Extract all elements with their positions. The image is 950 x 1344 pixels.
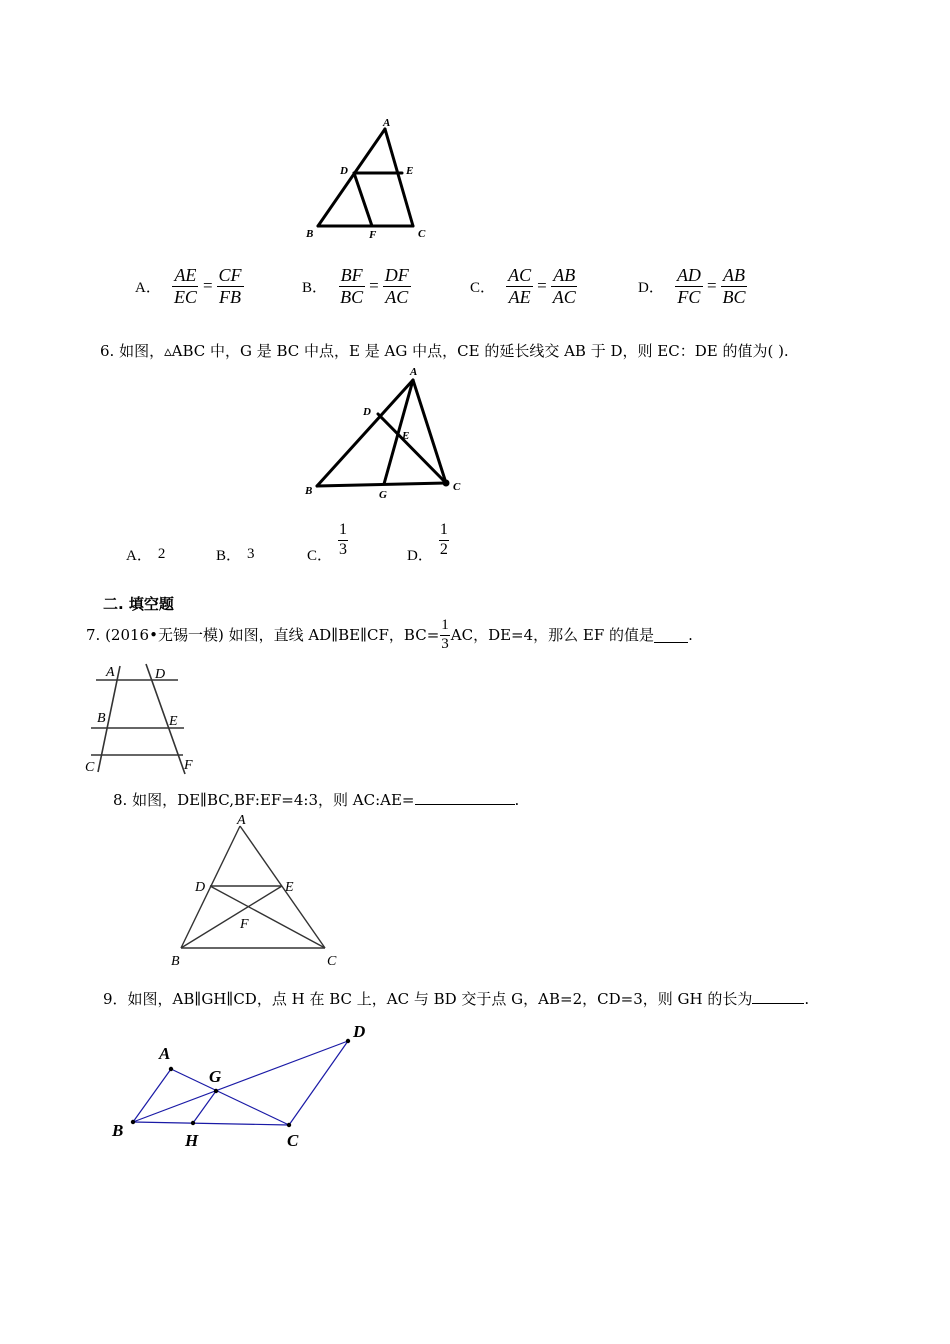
label-G: G [379,489,387,501]
option-letter: A． [135,279,161,296]
figure-q5-triangle [300,112,450,244]
q6-option-a[interactable]: A． 2 [126,546,166,564]
label-B: B [112,1121,124,1140]
q7-question-text: 7. (2016•无锡一模) 如图，直线 AD∥BE∥CF，BC= $\frac{1}{3}$ AC，DE=4，那么 EF 的值是 . [86,617,693,652]
figure-q7-parallel-lines [80,658,200,780]
q6-question-text: 6. 如图，▵ABC 中，G 是 BC 中点，E 是 AG 中点，CE 的延长线交 AB 于 D，则 EC：DE 的值为( ). [100,342,789,360]
label-A: A [106,665,115,680]
fraction-right: $\frac{AB}{BC}$ [722,265,746,307]
label-F: F [184,758,193,773]
figure-q6-triangle [300,362,470,502]
label-B: B [171,954,180,969]
fraction-left: $\frac{AC}{AE}$ [508,265,532,307]
q5-option-a[interactable]: A． $\frac{AE}{EC}$ = $\frac{CF}{FB}$ [135,265,242,307]
label-C: C [287,1131,299,1150]
answer-blank[interactable] [752,991,804,1004]
option-letter: B． [302,279,328,296]
fraction: $\frac{1}{3}$ [441,617,449,652]
section-title: 二. 填空题 [103,595,174,613]
fraction-left: $\frac{BF}{BC}$ [340,265,364,307]
label-A: A [237,813,246,828]
q5-option-b[interactable]: B． $\frac{BF}{BC}$ = $\frac{DF}{AC}$ [302,265,409,307]
fraction: $\frac{1}{3}$ [339,521,348,558]
label-A: A [410,366,418,378]
label-A: A [383,117,391,129]
q5-option-d[interactable]: D． $\frac{AD}{FC}$ = $\frac{AB}{BC}$ [638,265,746,307]
label-G: G [209,1067,222,1086]
answer-blank[interactable] [654,628,688,643]
figure-q9-parallel [105,1018,380,1156]
fraction-left: $\frac{AD}{FC}$ [676,265,701,307]
label-D: D [195,880,206,895]
q8-question-text: 8. 如图，DE∥BC,BF:EF=4:3，则 AC:AE= . [113,791,520,809]
q6-option-d[interactable]: D． $\frac{1}{2}$ [407,521,448,564]
q9-question-text: 9．如图，AB∥GH∥CD，点 H 在 BC 上，AC 与 BD 交于点 G，AB=2，CD=3，则 GH 的长为 . [103,990,810,1008]
label-E: E [402,430,410,442]
q5-option-c[interactable]: C． $\frac{AC}{AE}$ = $\frac{AB}{AC}$ [470,265,576,307]
label-C: C [85,760,95,775]
label-E: E [406,165,414,177]
label-C: C [418,228,426,240]
label-F: F [240,917,249,932]
label-E: E [169,714,178,729]
q6-option-b[interactable]: B． 3 [216,546,255,564]
label-B: B [306,228,314,240]
label-C: C [453,481,461,493]
label-D: D [353,1022,366,1041]
label-E: E [285,880,294,895]
fraction: $\frac{1}{2}$ [439,521,448,558]
fraction-right: $\frac{DF}{AC}$ [384,265,409,307]
fraction-right: $\frac{CF}{FB}$ [218,265,242,307]
figure-q8-triangle [165,812,350,972]
label-D: D [340,165,348,177]
label-C: C [327,954,337,969]
label-B: B [305,485,313,497]
fraction-right: $\frac{AB}{AC}$ [552,265,576,307]
label-B: B [97,711,106,726]
q6-option-c[interactable]: C． $\frac{1}{3}$ [307,521,348,564]
label-H: H [185,1131,199,1150]
answer-blank[interactable] [415,792,515,805]
option-letter: C． [470,279,496,296]
option-letter: D． [638,279,664,296]
fraction-left: $\frac{AE}{EC}$ [173,265,197,307]
label-D: D [363,406,371,418]
label-D: D [155,667,166,682]
label-F: F [369,229,377,241]
label-A: A [159,1044,171,1063]
